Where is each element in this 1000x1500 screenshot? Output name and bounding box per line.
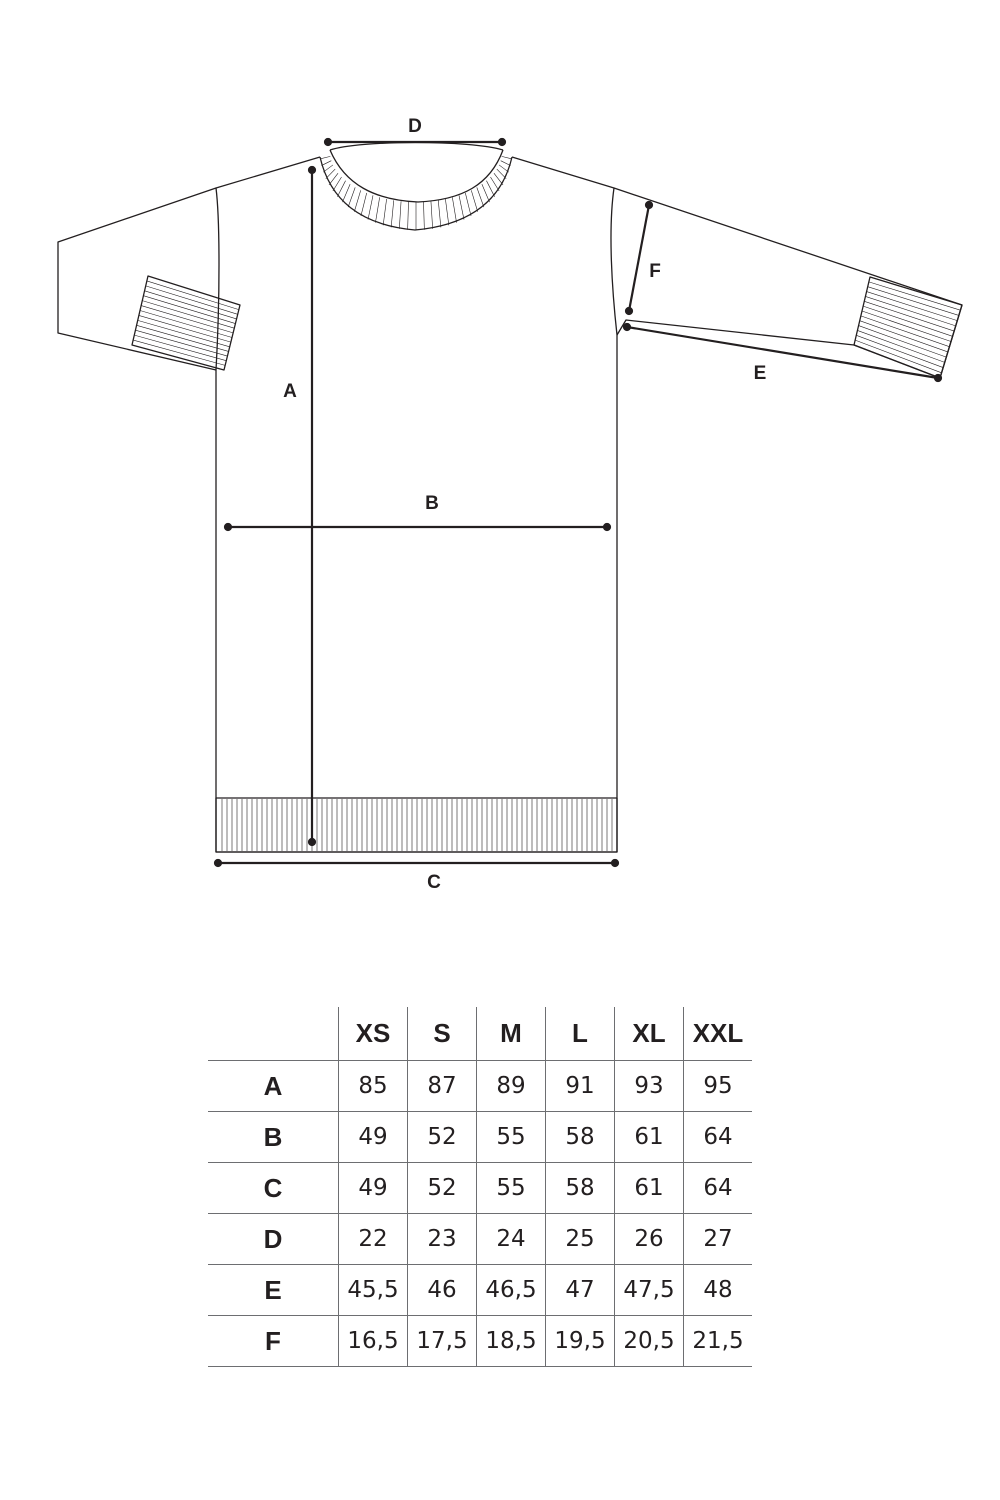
cuff-rib-line (134, 335, 226, 361)
cuff-rib-line (138, 320, 230, 346)
measurement-cell: 55 (477, 1112, 546, 1163)
measurement-cell: 23 (408, 1214, 477, 1265)
line-d-end-left (325, 139, 331, 145)
measurement-cell: 22 (339, 1214, 408, 1265)
table-row (208, 1265, 752, 1316)
neckband-rib-line (320, 156, 330, 158)
neckband-rib-line (499, 165, 509, 172)
measurement-cell: 49 (339, 1112, 408, 1163)
cuff-rib-line (135, 330, 227, 356)
size-header: XL (615, 1007, 684, 1061)
cuff-rib-line (139, 315, 231, 342)
cuff-rib-line (865, 296, 955, 325)
measurement-cell: 49 (339, 1163, 408, 1214)
neckline-back (330, 143, 503, 151)
line-e-end-left (624, 324, 630, 330)
line-a-end-bottom (309, 839, 315, 845)
measurement-cell: 61 (615, 1163, 684, 1214)
line-a-end-top (309, 167, 315, 173)
neckband-rib-line (497, 169, 506, 179)
measurement-cell: 24 (477, 1214, 546, 1265)
size-header: XS (339, 1007, 408, 1061)
neckband-rib-line (431, 201, 433, 229)
ribbing (133, 156, 960, 851)
table-row (208, 1316, 752, 1367)
line-b-end-right (604, 524, 610, 530)
sweater-outline (58, 143, 962, 853)
measurement-cell: 27 (684, 1214, 753, 1265)
neckband-rib-line (342, 184, 350, 202)
neckband-rib-line (329, 173, 338, 185)
table-row (208, 1214, 752, 1265)
measurement-cell: 85 (339, 1061, 408, 1112)
line-e-end-right (935, 375, 941, 381)
measurement-cell: 47,5 (615, 1265, 684, 1316)
label-a: A (283, 381, 297, 402)
neckband-rib-line (375, 197, 379, 222)
cuff-rib-line (869, 282, 961, 310)
cuff-rib-line (868, 287, 959, 316)
measurement-cell: 87 (408, 1061, 477, 1112)
neckband-rib-line (333, 177, 342, 191)
neckband-rib-line (354, 190, 360, 211)
neckband-rib-line (391, 200, 394, 227)
neckband-rib-line (486, 181, 494, 197)
neckband-rib-line (361, 193, 367, 216)
label-e: E (753, 363, 767, 384)
neckband-rib-line (477, 187, 484, 207)
neckband-rib-line (438, 200, 441, 227)
measurement-cell: 64 (684, 1163, 753, 1214)
size-header: M (477, 1007, 546, 1061)
size-chart-body (208, 1061, 752, 1367)
table-row (208, 1163, 752, 1214)
measurement-cell: 61 (615, 1112, 684, 1163)
row-label: E (208, 1265, 339, 1316)
measurement-cell: 52 (408, 1163, 477, 1214)
cuff-rib-line (137, 325, 229, 351)
row-label: D (208, 1214, 339, 1265)
measurement-cell: 91 (546, 1061, 615, 1112)
neckband-rib-line (323, 165, 333, 172)
neckband-rib-line (321, 161, 331, 166)
label-c: C (427, 872, 441, 893)
label-f: F (649, 261, 661, 282)
left-cuff (132, 276, 240, 370)
label-b: B (425, 493, 439, 514)
neckband-rib-line (465, 193, 471, 216)
left-sleeve (58, 188, 216, 370)
neckband-rib-line (337, 181, 345, 197)
neckband-rib-line (471, 190, 477, 211)
neckline-inner (330, 150, 503, 202)
measurement-cell: 89 (477, 1061, 546, 1112)
measurement-cell: 21,5 (684, 1316, 753, 1367)
measurement-cell: 26 (615, 1214, 684, 1265)
measurement-cell: 48 (684, 1265, 753, 1316)
size-chart-header (208, 1007, 752, 1061)
measurement-cell: 45,5 (339, 1265, 408, 1316)
neckband-rib-line (399, 201, 401, 229)
cuff-rib-line (143, 296, 235, 324)
row-label: F (208, 1316, 339, 1367)
measurement-cell: 95 (684, 1061, 753, 1112)
neckband-rib-line (408, 202, 409, 230)
line-c-end-right (612, 860, 618, 866)
measurement-cell: 25 (546, 1214, 615, 1265)
measurement-labels (283, 116, 766, 893)
size-chart-table (208, 1007, 752, 1367)
measurement-cell: 20,5 (615, 1316, 684, 1367)
label-d: D (408, 116, 422, 137)
measurement-cell: 16,5 (339, 1316, 408, 1367)
measurement-cell: 17,5 (408, 1316, 477, 1367)
line-e (627, 327, 938, 378)
table-row (208, 1112, 752, 1163)
neckband-rib-line (368, 195, 373, 219)
neckband-rib-line (348, 187, 355, 207)
line-d-end-right (499, 139, 505, 145)
measurement-cell: 64 (684, 1112, 753, 1163)
neckband-rib-line (501, 161, 511, 166)
measurement-cell: 58 (546, 1163, 615, 1214)
line-c-end-left (215, 860, 221, 866)
measurement-cell: 19,5 (546, 1316, 615, 1367)
cuff-rib-line (142, 301, 234, 329)
sweater-body (216, 157, 617, 852)
neckband-rib-line (326, 169, 335, 179)
measurement-cell: 47 (546, 1265, 615, 1316)
size-header: XXL (684, 1007, 753, 1061)
neckband-rib-line (445, 199, 448, 225)
measurement-cell: 18,5 (477, 1316, 546, 1367)
cuff-rib-line (867, 292, 958, 321)
row-label: A (208, 1061, 339, 1112)
neckband-rib-line (459, 195, 464, 219)
size-header: L (546, 1007, 615, 1061)
neckband-rib-line (383, 199, 386, 225)
row-label: C (208, 1163, 339, 1214)
neckband-rib-line (482, 184, 490, 202)
measurement-lines (215, 139, 941, 866)
neckband-rib-line (452, 197, 456, 222)
measurement-cell: 46,5 (477, 1265, 546, 1316)
size-header-row (208, 1007, 752, 1061)
line-f-end-top (646, 202, 652, 208)
size-header: S (408, 1007, 477, 1061)
neckband-rib-line (494, 173, 503, 185)
line-b-end-left (225, 524, 231, 530)
table-row (208, 1061, 752, 1112)
line-f-end-bottom (626, 308, 632, 314)
cuff-rib-line (141, 306, 233, 333)
measurement-cell: 93 (615, 1061, 684, 1112)
measurement-cell: 55 (477, 1163, 546, 1214)
line-f (629, 205, 649, 311)
size-header-corner (208, 1007, 339, 1061)
measurement-cell: 52 (408, 1112, 477, 1163)
neckband-rib-line (423, 202, 424, 230)
neckband-rib-line (502, 156, 512, 158)
neckband-rib-line (490, 177, 499, 191)
row-label: B (208, 1112, 339, 1163)
measurement-cell: 46 (408, 1265, 477, 1316)
measurement-cell: 58 (546, 1112, 615, 1163)
right-cuff (854, 277, 962, 378)
